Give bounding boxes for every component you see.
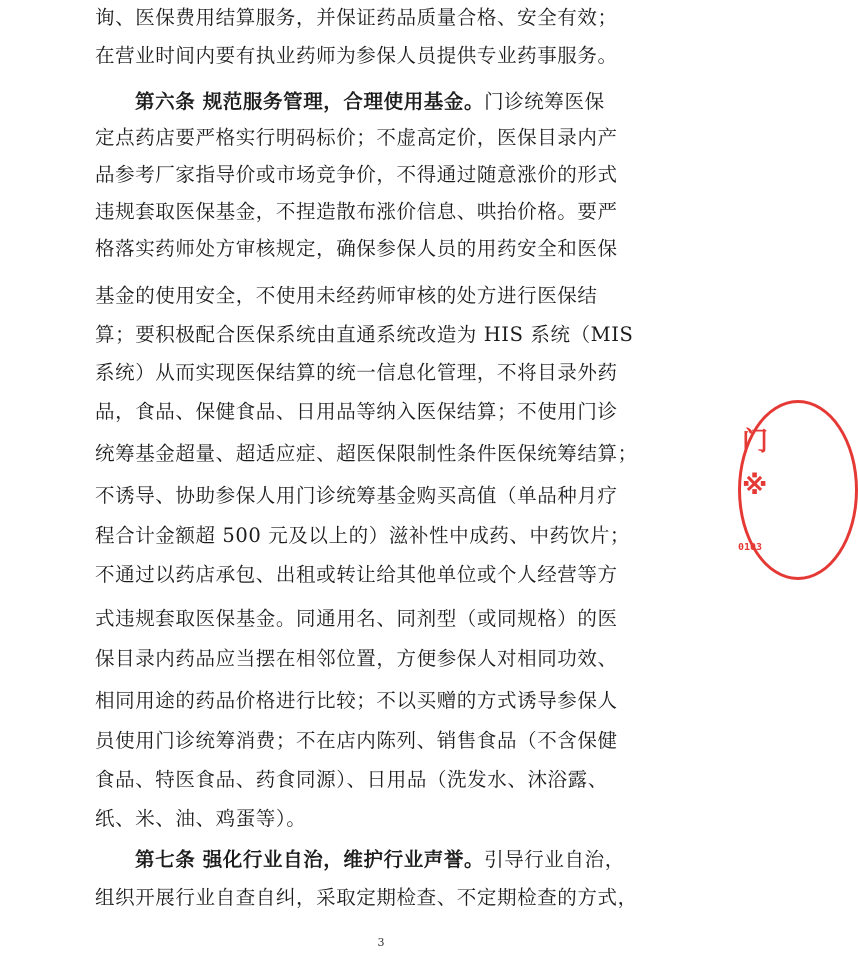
text-line: 品，食品、保健食品、日用品等纳入医保结算；不使用门诊 — [95, 400, 618, 423]
text-line: 定点药店要严格实行明码标价；不虚高定价，医保目录内产 — [95, 126, 618, 149]
red-seal-stamp — [728, 400, 769, 580]
text-line: 算；要积极配合医保系统由直通系统改造为 HIS 系统（MIS — [95, 323, 634, 346]
seal-number: 0103 — [738, 542, 763, 553]
text-line: 纸、米、油、鸡蛋等）。 — [95, 807, 307, 830]
text-line: 不诱导、协助参保人用门诊统筹基金购买高值（单品种月疗 — [95, 484, 618, 507]
text-line: 员使用门诊统筹消费；不在店内陈列、销售食品（不含保健 — [95, 729, 618, 752]
text-line: 统筹基金超量、超适应症、超医保限制性条件医保统筹结算； — [95, 442, 638, 465]
text-line: 基金的使用安全，不使用未经药师审核的处方进行医保结 — [95, 284, 598, 307]
text-line: 相同用途的药品价格进行比较；不以买赠的方式诱导参保人 — [95, 689, 618, 712]
text-line: 系统）从而实现医保结算的统一信息化管理，不将目录外药 — [95, 361, 618, 384]
text-line: 询、医保费用结算服务，并保证药品质量合格、安全有效； — [95, 6, 618, 29]
text-line: 组织开展行业自查自纠，采取定期检查、不定期检查的方式， — [95, 886, 638, 909]
text-line: 保目录内药品应当摆在相邻位置，方便参保人对相同功效、 — [95, 647, 618, 670]
text-line: 门诊统筹医保 — [484, 90, 605, 113]
text-line: 引导行业自治， — [484, 848, 625, 871]
text-line: 食品、特医食品、药食同源）、日用品（洗发水、沐浴露、 — [95, 768, 608, 791]
text-line: 不通过以药店承包、出租或转让给其他单位或个人经营等方 — [95, 563, 618, 586]
text-line: 品参考厂家指导价或市场竞争价，不得通过随意涨价的形式 — [95, 163, 618, 186]
article-7-paragraph-start — [135, 846, 625, 874]
article-6-heading: 第六条 规范服务管理，合理使用基金。 — [135, 90, 485, 113]
text-line: 在营业时间内要有执业药师为参保人员提供专业药事服务。 — [95, 44, 618, 67]
text-line: 式违规套取医保基金。同通用名、同剂型（或同规格）的医 — [95, 607, 618, 630]
article-6-paragraph-start — [135, 88, 605, 116]
text-line: 违规套取医保基金，不捏造散布涨价信息、哄抬价格。要严 — [95, 200, 618, 223]
page-number: 3 — [377, 936, 385, 949]
seal-char: 门 — [742, 427, 769, 457]
text-line: 程合计金额超 500 元及以上的）滋补性中成药、中药饮片； — [95, 524, 631, 547]
text-line: 格落实药师处方审核规定，确保参保人员的用药安全和医保 — [95, 237, 618, 260]
article-7-heading: 第七条 强化行业自治，维护行业声誉。 — [135, 848, 485, 871]
seal-characters — [742, 420, 768, 508]
seal-char: ※ — [742, 471, 768, 501]
